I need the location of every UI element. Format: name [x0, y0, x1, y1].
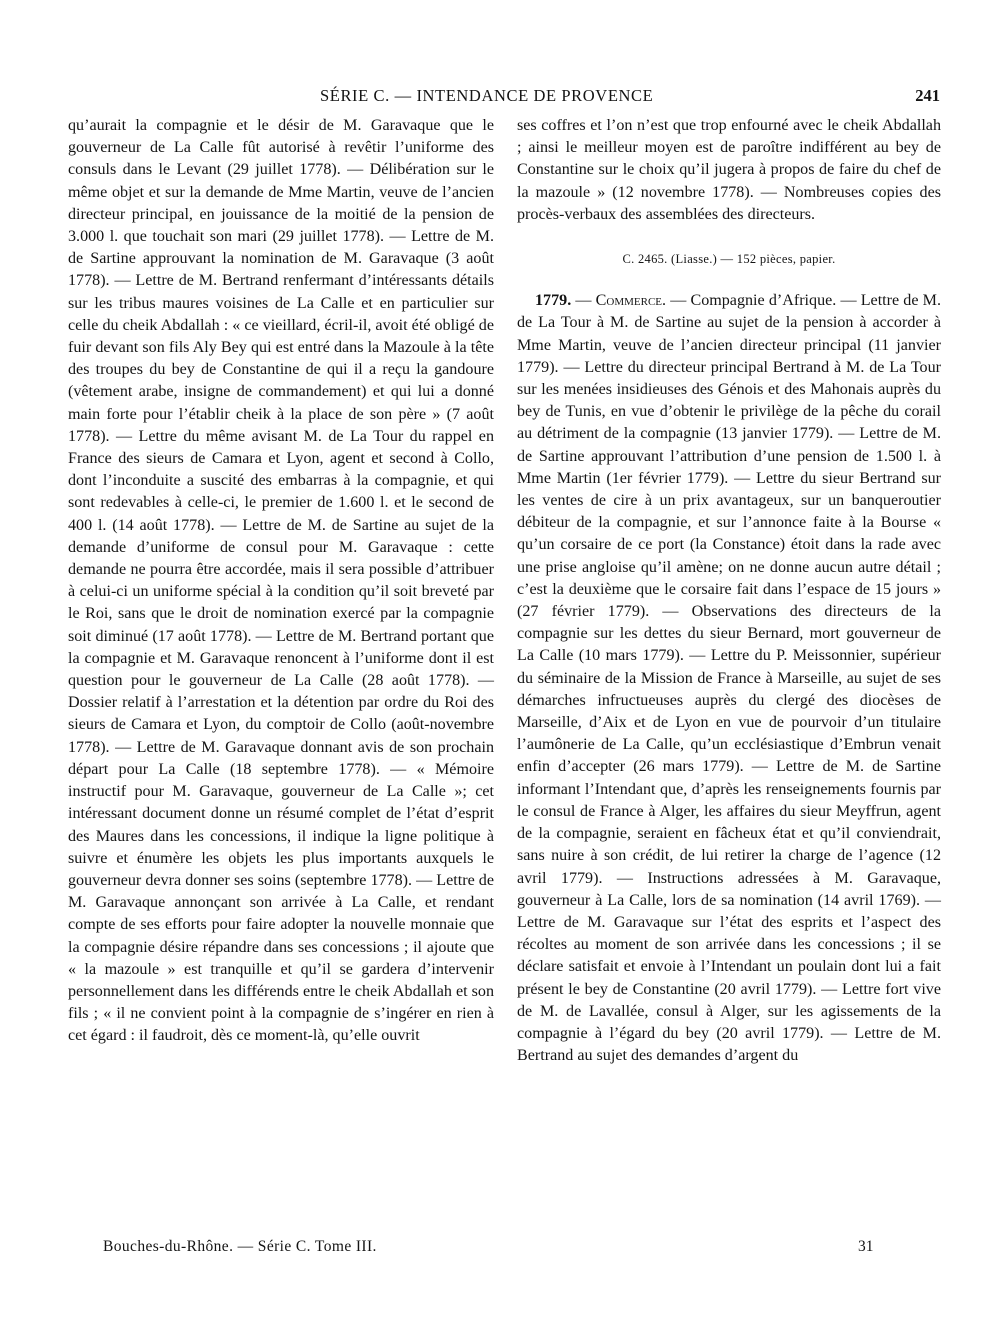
- right-column-continuation: ses coffres et l’on n’est que trop enfourné avec le cheik Abdallah ; ainsi le meilleur moyen est de paroître indifférent au bey de Constantine sur le choix qu’il jugera à propos de faire du chef de la mazoule » (12 novembre 1778). — Nombreuses copies des procès-verbaux des assemblées des directeurs.: [517, 117, 941, 223]
- record-header: C. 2465. (Liasse.) — 152 pièces, papier.: [622, 252, 836, 267]
- page-number: 241: [915, 86, 940, 105]
- footer-volume: Bouches-du-Rhône. — Série C. Tome III.: [103, 1238, 377, 1255]
- entry-text: — Compagnie d’Afrique. — Lettre de M. de La Tour à M. de Sartine au sujet de la pension à accorder à Mme Martin, veuve de l’ancien directeur principal (11 janvier 1779). — Lettre du directeur principal Bertrand à M. de La Tour sur les menées insidieuses des Génois et des Mahonais auprès du bey de Tunis, en vue d’obtenir le privilège de la pêche du corail au détriment de la compagnie (13 janvier 1779). — Lettre de M. de Sartine approuvant l’attribution d’une pension de 1.500 l. à Mme Martin (1er février 1779). — Lettre du sieur Bertrand sur les ventes de cire à un prix avantageux, sur un banqueroutier débiteur de la compagnie, et sur l’annonce faite à la Bourse « qu’un corsaire de ce port (la Constance) étoit dans la rade avec une prise angloise qu’il amène; on ne donne aucun autre détail ; c’est la deuxième que le corsaire fait dans l’espace de 15 jours » (27 février 1779). — Observations des directeurs de la compagnie sur les dettes du sieur Bernard, mort gouverneur de La Calle (10 mars 1779). — Lettre du P. Meissonnier, supérieur du séminaire de la Mission de France à Marseille, au sujet de ses démarches infructueuses auprès du clergé des diocèses de Marseille, d’Aix et de Lyon en vue de pourvoir d’un titulaire l’aumônerie de La Calle, qu’un ecclésiastique d’Embrun venait enfin d’accepter (26 mars 1779). — Lettre de M. de Sartine informant l’Intendant que, d’après les renseignements fournis par le consul de France à Alger, les affaires du sieur Meyffrun, agent de la compagnie, seraient en fâcheux état et qu’il conviendrait, sans nuire à son crédit, de lui retirer la charge de l’agence (12 avril 1779). — Instructions adressées à M. Garavaque, gouverneur à La Calle, lors de sa nomination (14 avril 1769). — Lettre de M. Garavaque sur l’état des esprits et l’aspect des récoltes au moment de son arrivée dans les concessions ; il se déclare satisfait et envoie à l’Intendant un poulain dont lui a fait présent le bey de Constantine (20 avril 1779). — Lettre fort vive de M. de Lavallée, consul à Alger, sur les agissements de la compagnie à l’égard du bey (20 avril 1779). — Lettre de M. Bertrand au sujet des demandes d’argent du: [517, 292, 941, 1065]
- running-title: SÉRIE C. — INTENDANCE DE PROVENCE: [320, 86, 654, 105]
- entry-year: 1779.: [535, 292, 572, 310]
- footer-signature-mark: 31: [858, 1238, 874, 1255]
- left-column-text: qu’aurait la compagnie et le désir de M. Garavaque que le gouverneur de La Calle fût autorisé à revêtir l’uniforme des consuls dans le Levant (29 juillet 1778). — Délibération sur le même objet et sur la demande de Mme Martin, veuve de l’ancien directeur principal, en jouissance de la moitié de la pension de 3.000 l. que touchait son mari (29 juillet 1778). — Lettre de M. de Sartine approuvant la nomination de M. Garavaque (3 août 1778). — Lettre de M. Bertrand renfermant d’intéressants détails sur les tribus maures voisines de La Calle et en particulier sur celle du cheik Abdallah : « ce vieillard, écril-il, avoit été obligé de fuir devant son fils Aly Bey qui est entré dans la Mazoule à la tête des troupes du bey de Constantine de qui il a reçu la gandoure (vêtement arabe, insigne de commandement) et qui lui a donné main forte pour l’établir cheik à la place de son père » (7 août 1778). — Lettre du même avisant M. de La Tour du rappel en France des sieurs de Camara et Lyon, agent et second à Collo, dont l’inconduite a suscité des embarras à la compagnie, et qui sont redevables à celle-ci, le premier de 1.600 l. et le second de 400 l. (14 août 1778). — Lettre de M. de Sartine au sujet de la demande d’uniforme de consul pour M. Garavaque : cette demande ne pourra être accordée, mais il sera possible d’attribuer à celui-ci un uniforme spécial à la condition qu’il soit breveté par le Roi, sans que le droit de nomination exercé par la compagnie soit diminué (17 août 1778). — Lettre de M. Bertrand portant que la compagnie et M. Garavaque renoncent à l’uniforme dont il est question pour le gouverneur de La Calle (28 août 1778). — Dossier relatif à l’arrestation et la détention par ordre du Roi des sieurs de Camara et Lyon, du comptoir de Collo (août-novembre 1778). — Lettre de M. Garavaque donnant avis de son prochain départ pour La Calle (18 septembre 1778). — « Mémoire instructif pour M. Garavaque, gouverneur de La Calle »; cet intéressant document donne un résumé complet de l’état d’esprit des Maures dans les concessions, il indique la ligne politique à suivre et énumère les objets les plus importants auxquels le gouverneur devra donner ses soins (septembre 1778). — Lettre de M. Garavaque annonçant son arrivée à La Calle, et rendant compte de ses efforts pour faire adopter la nouvelle monnaie que la compagnie désire répandre dans ses concessions ; il ajoute que « la mazoule » est tranquille et qu’il se gardera d’intervenir personnellement dans les différends entre le cheik Abdallah et son fils ; « il ne convient point à la compagnie de s’ingérer en rien à cet égard : il faudroit, dès ce moment-là, qu’elle ouvrit: [68, 117, 494, 1045]
- record-entry: [517, 290, 941, 1067]
- right-column: [517, 115, 941, 1067]
- entry-rubric: — Commerce.: [575, 292, 667, 310]
- left-column: [68, 115, 494, 1048]
